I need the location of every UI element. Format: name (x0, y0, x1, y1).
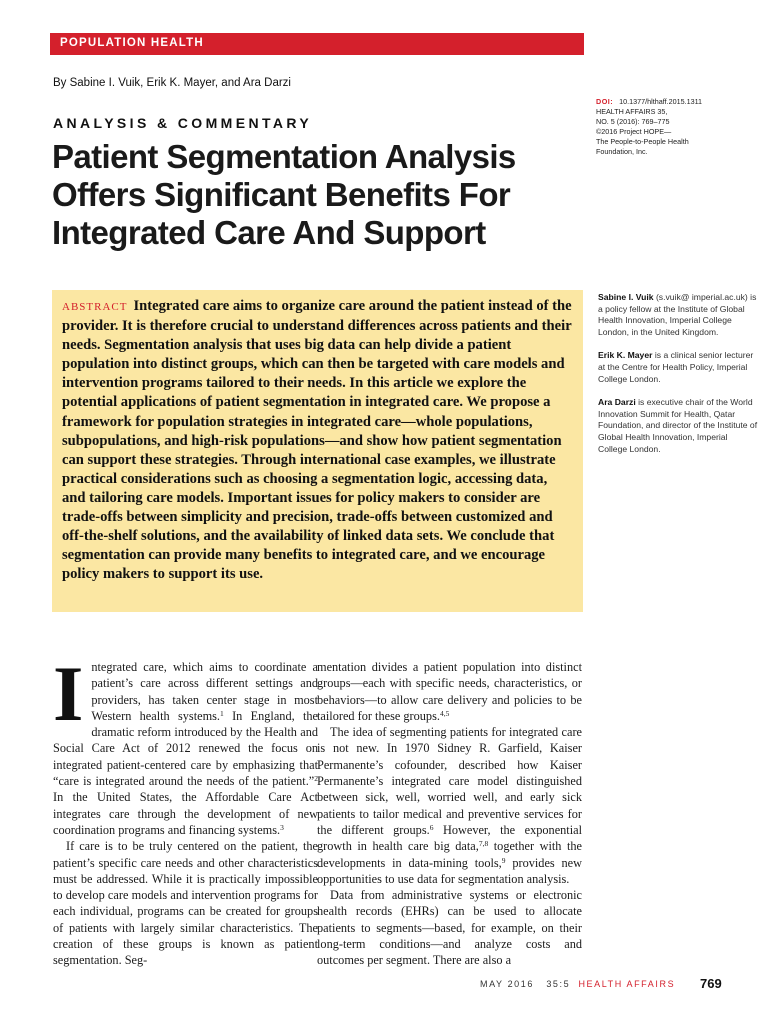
footer-journal: HEALTH AFFAIRS (578, 979, 676, 989)
byline: By Sabine I. Vuik, Erik K. Mayer, and Ara Darzi (53, 77, 291, 89)
body-text: The idea of segmenting patients for integrated care is not new. In 1970 Sidney R. Garfield, Kaiser Permanente’s cofounder, described how Kaiser Permanente’s integrated care model distinguished between sick, well, worried well, and early sick patients to tailor medical and preventive services for the different groups. (317, 725, 582, 837)
page-number: 769 (700, 976, 722, 991)
doi-value[interactable]: 10.1377/hlthaff.2015.1311 (619, 97, 703, 106)
author-name: Ara Darzi (598, 397, 636, 408)
author-name: Erik K. Mayer (598, 350, 653, 361)
author-name: Sabine I. Vuik (598, 292, 654, 302)
abstract-label: ABSTRACT (62, 301, 128, 313)
author-bio (598, 397, 758, 455)
body-text: together with the developments in data-mining tools, (317, 839, 582, 870)
reference-mark[interactable]: 4,5 (439, 708, 450, 718)
reference-mark[interactable]: 3 (280, 822, 284, 832)
reference-mark[interactable]: 2 (314, 774, 318, 784)
article-title: Patient Segmentation Analysis Offers Significant Benefits For Integrated Care And Support (52, 138, 516, 251)
author-bios (598, 292, 758, 467)
citation-issue: NO. 5 (2016): 769–775 (596, 117, 670, 126)
article-type-label: ANALYSIS & COMMENTARY (53, 115, 313, 131)
reference-mark[interactable]: 6 (429, 822, 434, 832)
body-text: provides new opportunities to use data for segmentation analysis. (317, 855, 583, 886)
footer-volume: 35:5 (546, 979, 571, 989)
author-bio (598, 350, 758, 385)
body-text: In England, the dramatic reform introduced by the Health and Social Care Act of 2012 renewed the focus on integrated patient-centered care by emphasizing that “care is integrated around the needs of the patient.” (53, 708, 318, 789)
author-bio-text: is executive chair of the World Innovation Summit for Health, Qatar Foundation, and director of the Institute of Global Health Innovation, Imperial College London. (598, 397, 758, 454)
body-text: In the United States, the Affordable Care Act integrates care through the development of new coordination programs and financing systems. (53, 790, 318, 837)
drop-cap: I (53, 650, 84, 737)
body-text: ntegrated care, which aims to coordinate a patient’s care across different settings and providers, has taken center stage in most Western health systems. (91, 660, 318, 723)
reference-mark[interactable]: 1 (220, 708, 224, 718)
body-paragraph (317, 724, 582, 887)
running-footer (480, 979, 718, 989)
body-column-left (53, 650, 318, 969)
reference-mark[interactable]: 9 (501, 855, 506, 865)
doi-label: DOI: (596, 97, 614, 106)
citation-copyright: ©2016 Project HOPE— (596, 127, 672, 136)
abstract-box (52, 290, 583, 612)
body-paragraph: Data from administrative systems or electronic health records (EHRs) can be used to allocate patients to segments—based, for example, on their long-term conditions—and analyze costs and outcomes per segment. There are also a (317, 888, 582, 968)
section-banner: POPULATION HEALTH (50, 33, 584, 55)
abstract-text: Integrated care aims to organize care around the patient instead of the provider. It is therefore crucial to understand differences across patients and their needs. Segmentation analysis that uses big data can help divide a patient population into distinct groups, which can then be targeted with care models and intervention programs tailored to their needs. In this article we explore the potential applications of patient segmentation in integrated care. We propose a framework for population strategies in integrated care—whole populations, subpopulations, and high-risk populations—and show how patient segmentation can support these strategies. Through international case examples, we illustrate practical considerations such as choosing a segmentation logic, accessing data, and tailoring care models. Important issues for policy makers to consider are trade-offs between simplicity and precision, trade-offs between customized and off-the-shelf solutions, and the availability of linked data sets. We conclude that segmentation can provide many benefits to integrated care, and we encourage policy makers to support its use. (62, 298, 572, 583)
citation-publisher: The People-to-People Health (596, 137, 689, 146)
body-paragraph (53, 650, 318, 838)
citation-publisher-2: Foundation, Inc. (596, 147, 648, 156)
author-bio-text: is a clinical senior lecturer at the Centre for Health Policy, Imperial College London. (598, 350, 754, 384)
body-paragraph: If care is to be truly centered on the patient, the patient’s specific care needs and other characteristics must be addressed. While it is practically impossible to develop care models and intervention programs for each individual, programs can be created for groups of patients with largely similar characteristics. The creation of these groups is known as patient segmentation. Seg- (53, 839, 318, 968)
footer-date: MAY 2016 (480, 979, 534, 989)
body-paragraph (317, 659, 582, 724)
citation-journal: HEALTH AFFAIRS 35, (596, 107, 668, 116)
author-bio (598, 292, 758, 338)
author-bio-text: (s.vuik@ imperial.ac.uk) is a policy fellow at the Institute of Global Health Innovation, Imperial College London, in the United Kingdom. (598, 292, 757, 337)
citation-block (596, 97, 756, 157)
body-text: mentation divides a patient population into distinct groups—each with specific needs, characteristics, or behaviors—to allow care delivery and policies to be tailored for these groups. (317, 660, 582, 723)
reference-mark[interactable]: 7,8 (478, 839, 489, 849)
body-column-right (317, 659, 582, 969)
body-text: However, the exponential growth in health care big data, (317, 822, 583, 854)
